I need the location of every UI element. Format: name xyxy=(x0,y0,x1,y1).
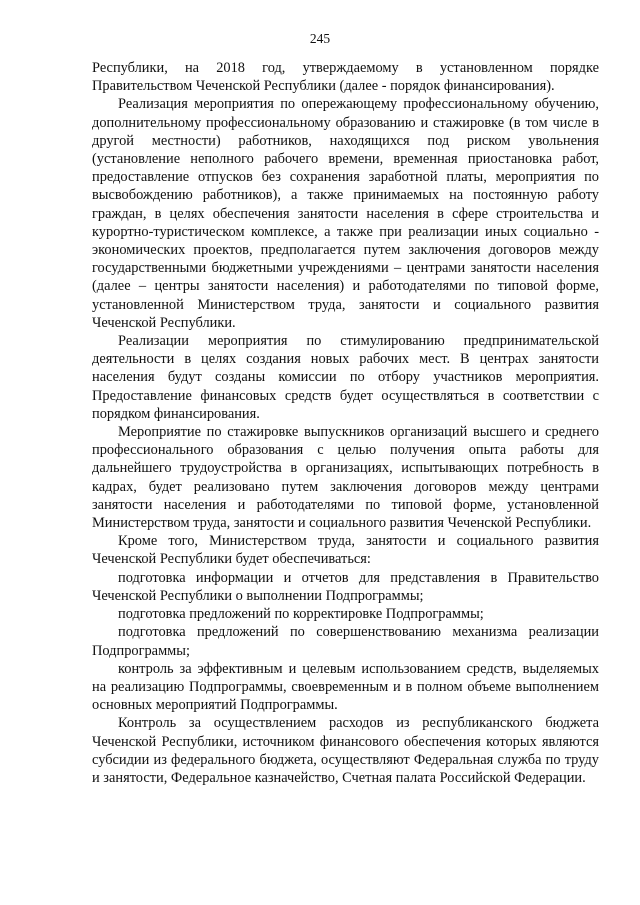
paragraph-continuation: Республики, на 2018 год, утверждаемому в установленном порядке Правительством Чеченской Республики (далее - порядок финансирования). xyxy=(92,60,599,95)
list-item-corrections: подготовка предложений по корректировке Подпрограммы; xyxy=(118,606,484,623)
list-item-reports: подготовка информации и отчетов для представления в Правительство Чеченской Республики о выполнении Подпрограммы; xyxy=(92,569,599,604)
list-item-control: контроль за эффективным и целевым использованием средств, выделяемых на реализацию Подпрограммы, своевременным и в полном объеме выполнением основных мероприятий Подпрограммы. xyxy=(92,660,599,714)
paragraph-expenditure-control: Контроль за осуществлением расходов из республиканского бюджета Чеченской Республики, источником финансового обеспечения которых являются субсидии из федерального бюджета, осуществляют Федеральная служба по труду и занятости, Федеральное казначейство, Счетная палата Российской Федерации. xyxy=(92,715,599,786)
list-item-improvements: подготовка предложений по совершенствованию механизма реализации Подпрограммы; xyxy=(92,624,599,659)
document-body xyxy=(92,59,599,787)
paragraph-graduate-internship: Мероприятие по стажировке выпускников организаций высшего и среднего профессионального образования с целью получения опыта работы для дальнейшего трудоустройства в организациях, испытывающих потребность в кадрах, будет реализовано путем заключения договоров между центрами занятости населения и работодателями по типовой форме, установленной Министерством труда, занятости и социального развития Чеченской Республики. xyxy=(92,424,599,532)
page-number: 245 xyxy=(309,31,331,46)
paragraph-entrepreneurship: Реализации мероприятия по стимулированию предпринимательской деятельности в целях создания новых рабочих мест. В центрах занятости населения будут созданы комиссии по отбору участников мероприятия. Предоставление финансовых средств будет осуществляться в соответствии с порядком финансирования. xyxy=(92,333,599,422)
paragraph-ministry-intro: Кроме того, Министерством труда, занятости и социального развития Чеченской Республики будет обеспечиваться: xyxy=(92,533,599,568)
paragraph-advance-training: Реализация мероприятия по опережающему профессиональному обучению, дополнительному профессиональному образованию и стажировке (в том числе в другой местности) работников, находящихся под риском увольнения (установление неполного рабочего времени, временная приостановка работ, предоставление отпусков без сохранения заработной платы, мероприятия по высвобождению работников), а также принимаемых на постоянную работу граждан, в целях обеспечения занятости населения в сфере строительства и курортно-туристическом комплексе, а также при реализации иных социально - экономических проектов, предполагается путем заключения договоров между государственными бюджетными учреждениями – центрами занятости населения (далее – центры занятости населения) и работодателями по типовой форме, установленной Министерством труда, занятости и социального развития Чеченской Республики. xyxy=(92,96,599,331)
